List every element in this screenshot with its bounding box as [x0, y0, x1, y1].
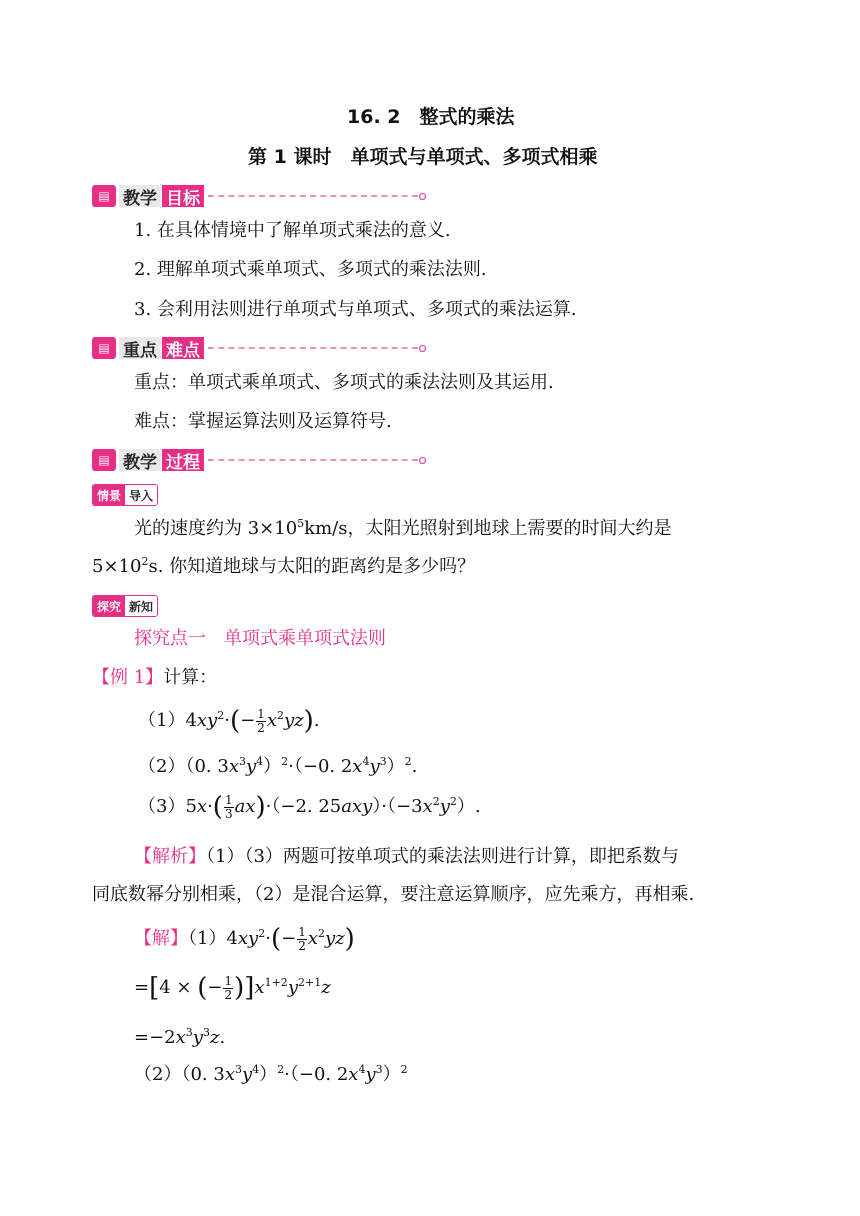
banner-label-b: 难点: [162, 337, 204, 359]
tag-scenario-intro: [92, 484, 158, 506]
example-label: 【例 1】: [92, 667, 164, 688]
banner-label-b: 过程: [162, 449, 204, 471]
section-title: 16. 2 整式的乘法: [347, 106, 515, 128]
key-point: 重点：单项式乘单项式、多项式的乘法法则及其运用.: [134, 372, 554, 393]
analysis-line-1: 【解析】（1）（3）两题可按单项式的乘法法则进行计算，即把系数与: [134, 846, 679, 867]
books-icon: ▤: [92, 337, 116, 359]
rule-end-dot: [419, 193, 426, 200]
solution-label: 【解】: [134, 928, 188, 949]
banner-teaching-process: [92, 447, 426, 473]
example-heading: 【例 1】计算：: [92, 667, 218, 688]
rule-end-dot: [419, 457, 426, 464]
books-icon: ▤: [92, 449, 116, 471]
solution-line-3: $=-2x^3y^3z$.: [134, 1026, 226, 1048]
intro-line-2: $5\times 10^2s$. 你知道地球与太阳的距离约是多少吗？: [92, 555, 476, 577]
solution-line-4: （2）（0. $3x^3y^4)^2\cdot(-0$. $2x^4y^3)^2$: [134, 1063, 408, 1085]
goal-item: 1. 在具体情境中了解单项式乘法的意义.: [134, 220, 451, 241]
tag-label-a: 探究: [93, 596, 125, 616]
tag-label-b: 导入: [125, 485, 157, 505]
analysis-label: 【解析】: [134, 846, 206, 867]
banner-label-b: 目标: [162, 185, 204, 207]
banner-teaching-goals: [92, 183, 426, 209]
problem-1: $(1)4xy^2\cdot(-$ $\frac{1}{2}$ $x^2yz$).: [138, 706, 320, 736]
dashed-rule: [208, 459, 418, 461]
explore-point-title: 探究点一 单项式乘单项式法则: [134, 628, 386, 649]
lesson-title: 第 1 课时 单项式与单项式、多项式相乘: [248, 146, 598, 168]
banner-key-difficult: [92, 335, 426, 361]
analysis-line-2: 同底数幂分别相乘，（2）是混合运算，要注意运算顺序，应先乘方，再相乘.: [92, 884, 695, 905]
difficult-point: 难点：掌握运算法则及运算符号.: [134, 411, 392, 432]
tag-explore-new: [92, 595, 158, 617]
banner-label-a: 教学: [119, 449, 162, 471]
banner-label-a: 重点: [119, 337, 162, 359]
tag-label-a: 情景: [93, 485, 125, 505]
dashed-rule: [208, 347, 418, 349]
books-icon: ▤: [92, 185, 116, 207]
goal-item: 3. 会利用法则进行单项式与单项式、多项式的乘法运算.: [134, 299, 577, 320]
intro-line-1: 光的速度约为 $3\times 10^5km/s$，太阳光照射到地球上需要的时间大约是: [134, 517, 672, 539]
dashed-rule: [208, 195, 418, 197]
banner-label-a: 教学: [119, 185, 162, 207]
tag-label-b: 新知: [125, 596, 157, 616]
rule-end-dot: [419, 345, 426, 352]
solution-line-1: 【解】$(1)4xy^2\cdot(-$ $\frac{1}{2}$ $x^2yz$): [134, 924, 355, 954]
goal-item: 2. 理解单项式乘单项式、多项式的乘法法则.: [134, 259, 487, 280]
problem-3: （3）5x·( $\frac{1}{3}$ ax)·（−2. $25axy)\cdot(-3x^2y^2)$.: [138, 792, 481, 822]
solution-line-2: =[4 × (− $\frac{1}{2}$ )]$x^{1+2}y^{2+1}z$: [134, 973, 331, 1003]
problem-2: （2）（0. $3x^3y^4)^2\cdot(-0$. $2x^4y^3)^2$.: [138, 755, 418, 777]
